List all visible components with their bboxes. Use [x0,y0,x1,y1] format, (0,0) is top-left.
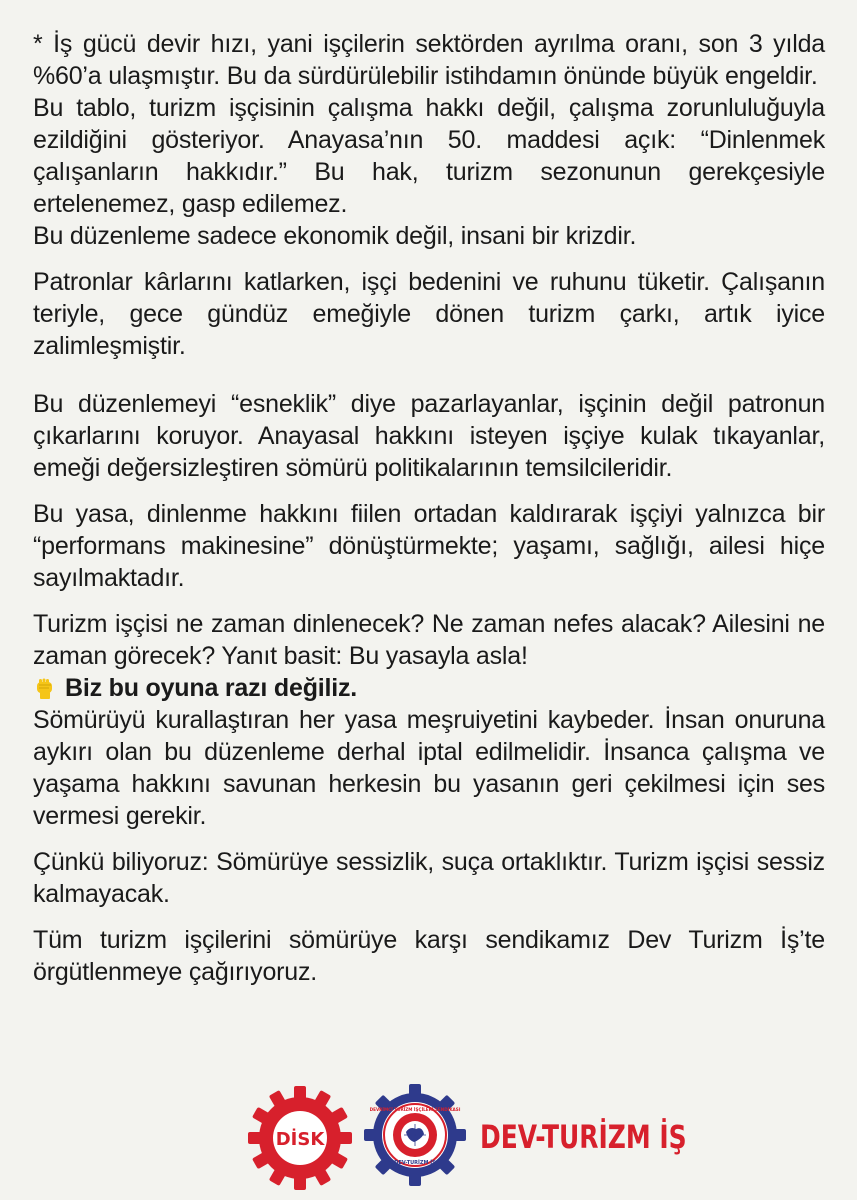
paragraph-legitimacy: Sömürüyü kurallaştıran her yasa meşruiyetini kaybeder. İnsan onuruna aykırı olan bu düzenleme derhal iptal edilmelidir. İnsanca çalışma ve yaşama hakkını savunan herkesin bu yasanın geri çekilmesi için ses vermesi gerekir. [33,706,825,830]
paragraph-silence-complicity: Çünkü biliyoruz: Sömürüye sessizlik, suça ortaklıktır. Turizm işçisi sessiz kalmayacak. [33,848,825,908]
paragraph-performance-machine: Bu yasa, dinlenme hakkını fiilen ortadan kaldırarak işçiyi yalnızca bir “performans makinesine” dönüştürmekte; yaşamı, sağlığı, ailesi hiçe sayılmaktadır. [33,500,825,592]
body-text [33,28,825,988]
paragraph-bosses-profits: Patronlar kârlarını katlarken, işçi bedenini ve ruhunu tüketir. Çalışanın teriyle, gece gündüz emeğiyle dönen turizm çarkı, artık iyice zalimleşmiştir. [33,268,825,360]
paragraph-workforce-turnover: * İş gücü devir hızı, yani işçilerin sektörden ayrılma oranı, son 3 yılda %60’a ulaşmıştır. Bu da sürdürülebilir istihdamın önünde büyük engeldir. [33,30,825,90]
brand-name: DEV-TURİZM İŞ [480,1118,687,1156]
paragraph-right-to-rest: Bu tablo, turizm işçisinin çalışma hakkı değil, çalışma zorunluluğuyla ezildiğini gösteriyor. Anayasa’nın 50. maddesi açık: “Dinlenmek çalışanların hakkıdır.” Bu hak, turizm sezonunun gerekçesiyle ertelenemez, gasp edilemez. [33,94,825,218]
disk-logo [248,1086,352,1190]
slogan-line [33,672,825,704]
logo-row [0,1078,857,1200]
devturizm-ring-bottom-text: DEV-TURİZM İŞ [394,1160,436,1166]
paragraph-flexibility: Bu düzenlemeyi “esneklik” diye pazarlayanlar, işçinin değil patronun çıkarlarını koruyor. Anayasal hakkını isteyen işçiye kulak tıkayanlar, emeği değersizleştiren sömürü politikalarının temsilcileridir. [33,390,825,482]
paragraph-humanitarian-crisis: Bu düzenleme sadece ekonomik değil, insani bir krizdir. [33,222,637,250]
slogan-text: Biz bu oyuna razı değiliz. [65,674,358,702]
paragraph-when-rest: Turizm işçisi ne zaman dinlenecek? Ne zaman nefes alacak? Ailesini ne zaman görecek? Yanıt basit: Bu yasayla asla! [33,610,825,670]
devturizm-ring-top-text: DEVRİMCİ TURİZM İŞÇİLERİ SENDİKASI [369,1107,461,1112]
paragraph-call-to-organize: Tüm turizm işçilerini sömürüye karşı sendikamız Dev Turizm İş’te örgütlenmeye çağırıyoruz. [33,926,825,986]
raised-fist-icon [33,676,57,700]
disk-logo-text: DİSK [275,1129,325,1150]
devturizm-logo [360,1080,470,1195]
